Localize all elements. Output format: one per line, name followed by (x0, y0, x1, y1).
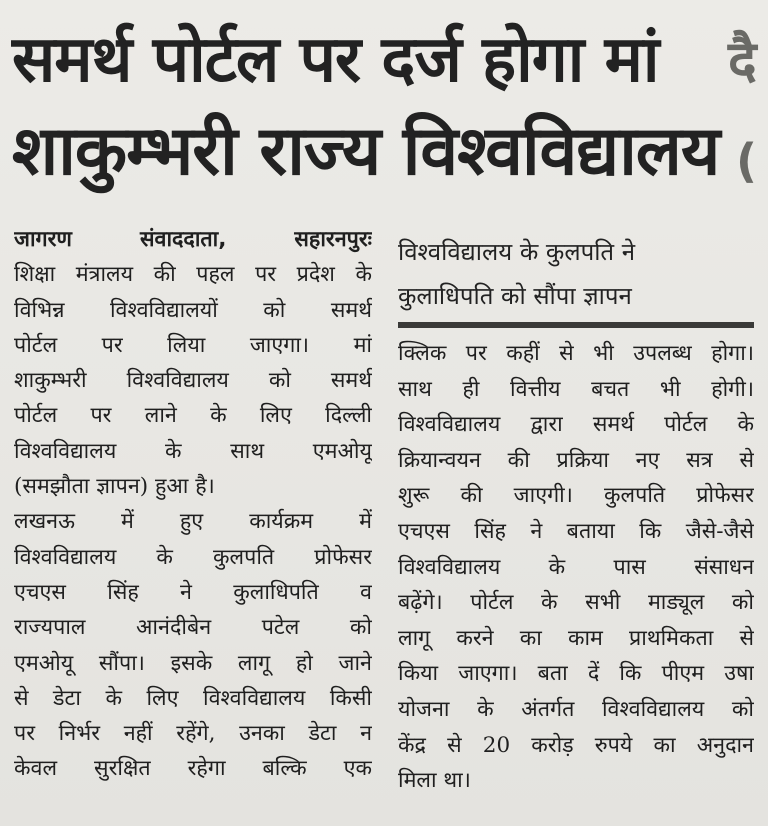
headline-line-2: शाकुम्भरी राज्य विश्वविद्यालय (12, 112, 720, 191)
article-line: एमओयू सौंपा। इसके लागू हो जाने (14, 650, 372, 676)
subheading-line-2: कुलाधिपति को सौंपा ज्ञापन (398, 282, 632, 310)
article-right-column (398, 336, 754, 799)
article-line: शुरू की जाएगी। कुलपति प्रोफेसर (398, 483, 754, 509)
article-line: शाकुम्भरी विश्वविद्यालय को समर्थ (14, 368, 372, 394)
article-subheading (398, 230, 754, 318)
article-line: विश्वविद्यालय द्वारा समर्थ पोर्टल के (398, 412, 754, 438)
article-line: विश्वविद्यालय के पास संसाधन (398, 554, 754, 580)
article-line: एचएस सिंह ने बताया कि जैसे-जैसे (398, 518, 754, 544)
article-line: विश्वविद्यालय के कुलपति प्रोफेसर (14, 544, 372, 570)
article-line: पोर्टल पर लाने के लिए दिल्ली (14, 403, 372, 429)
article-line: योजना के अंतर्गत विश्वविद्यालय को (398, 696, 754, 722)
cut-off-text-fragment: दै (728, 29, 757, 92)
article-line: लखनऊ में हुए कार्यक्रम में (14, 509, 372, 535)
article-line: लागू करने का काम प्राथमिकता से (398, 625, 754, 651)
article-line: पोर्टल पर लिया जाएगा। मां (14, 332, 372, 358)
article-line: एचएस सिंह ने कुलाधिपति व (14, 579, 372, 605)
article-line: क्लिक पर कहीं से भी उपलब्ध होगा। (398, 341, 754, 366)
article-line: पर निर्भर नहीं रहेंगे, उनका डेटा न (14, 721, 372, 747)
byline: जागरण संवाददाता, सहारनपुरः (14, 227, 372, 252)
subheading-line-1: विश्वविद्यालय के कुलपति ने (398, 238, 636, 266)
article-line: विश्वविद्यालय के साथ एमओयू (14, 438, 372, 464)
headline-line-1: समर्थ पोर्टल पर दर्ज होगा मां (12, 23, 659, 97)
article-line: केवल सुरक्षित रहेगा बल्कि एक (14, 756, 372, 782)
article-line: (समझौता ज्ञापन) हुआ है। (14, 474, 215, 500)
article-line: मिला था। (398, 768, 471, 794)
article-line: क्रियान्वयन की प्रक्रिया नए सत्र से (398, 447, 754, 473)
subheading-divider (398, 322, 754, 328)
cut-off-bracket-fragment: ( (736, 134, 758, 188)
article-line: से डेटा के लिए विश्वविद्यालय किसी (14, 685, 372, 711)
article-line: विभिन्न विश्वविद्यालयों को समर्थ (14, 297, 372, 323)
article-line: केंद्र से 20 करोड़ रुपये का अनुदान (398, 732, 754, 758)
article-line: साथ ही वित्तीय बचत भी होगी। (398, 376, 754, 402)
article-left-column (14, 222, 372, 787)
article-line: किया जाएगा। बता दें कि पीएम उषा (398, 661, 754, 687)
article-line: बढ़ेंगे। पोर्टल के सभी माड्यूल को (398, 590, 754, 616)
article-line: शिक्षा मंत्रालय की पहल पर प्रदेश के (14, 262, 372, 288)
article-line: राज्यपाल आनंदीबेन पटेल को (14, 615, 372, 641)
